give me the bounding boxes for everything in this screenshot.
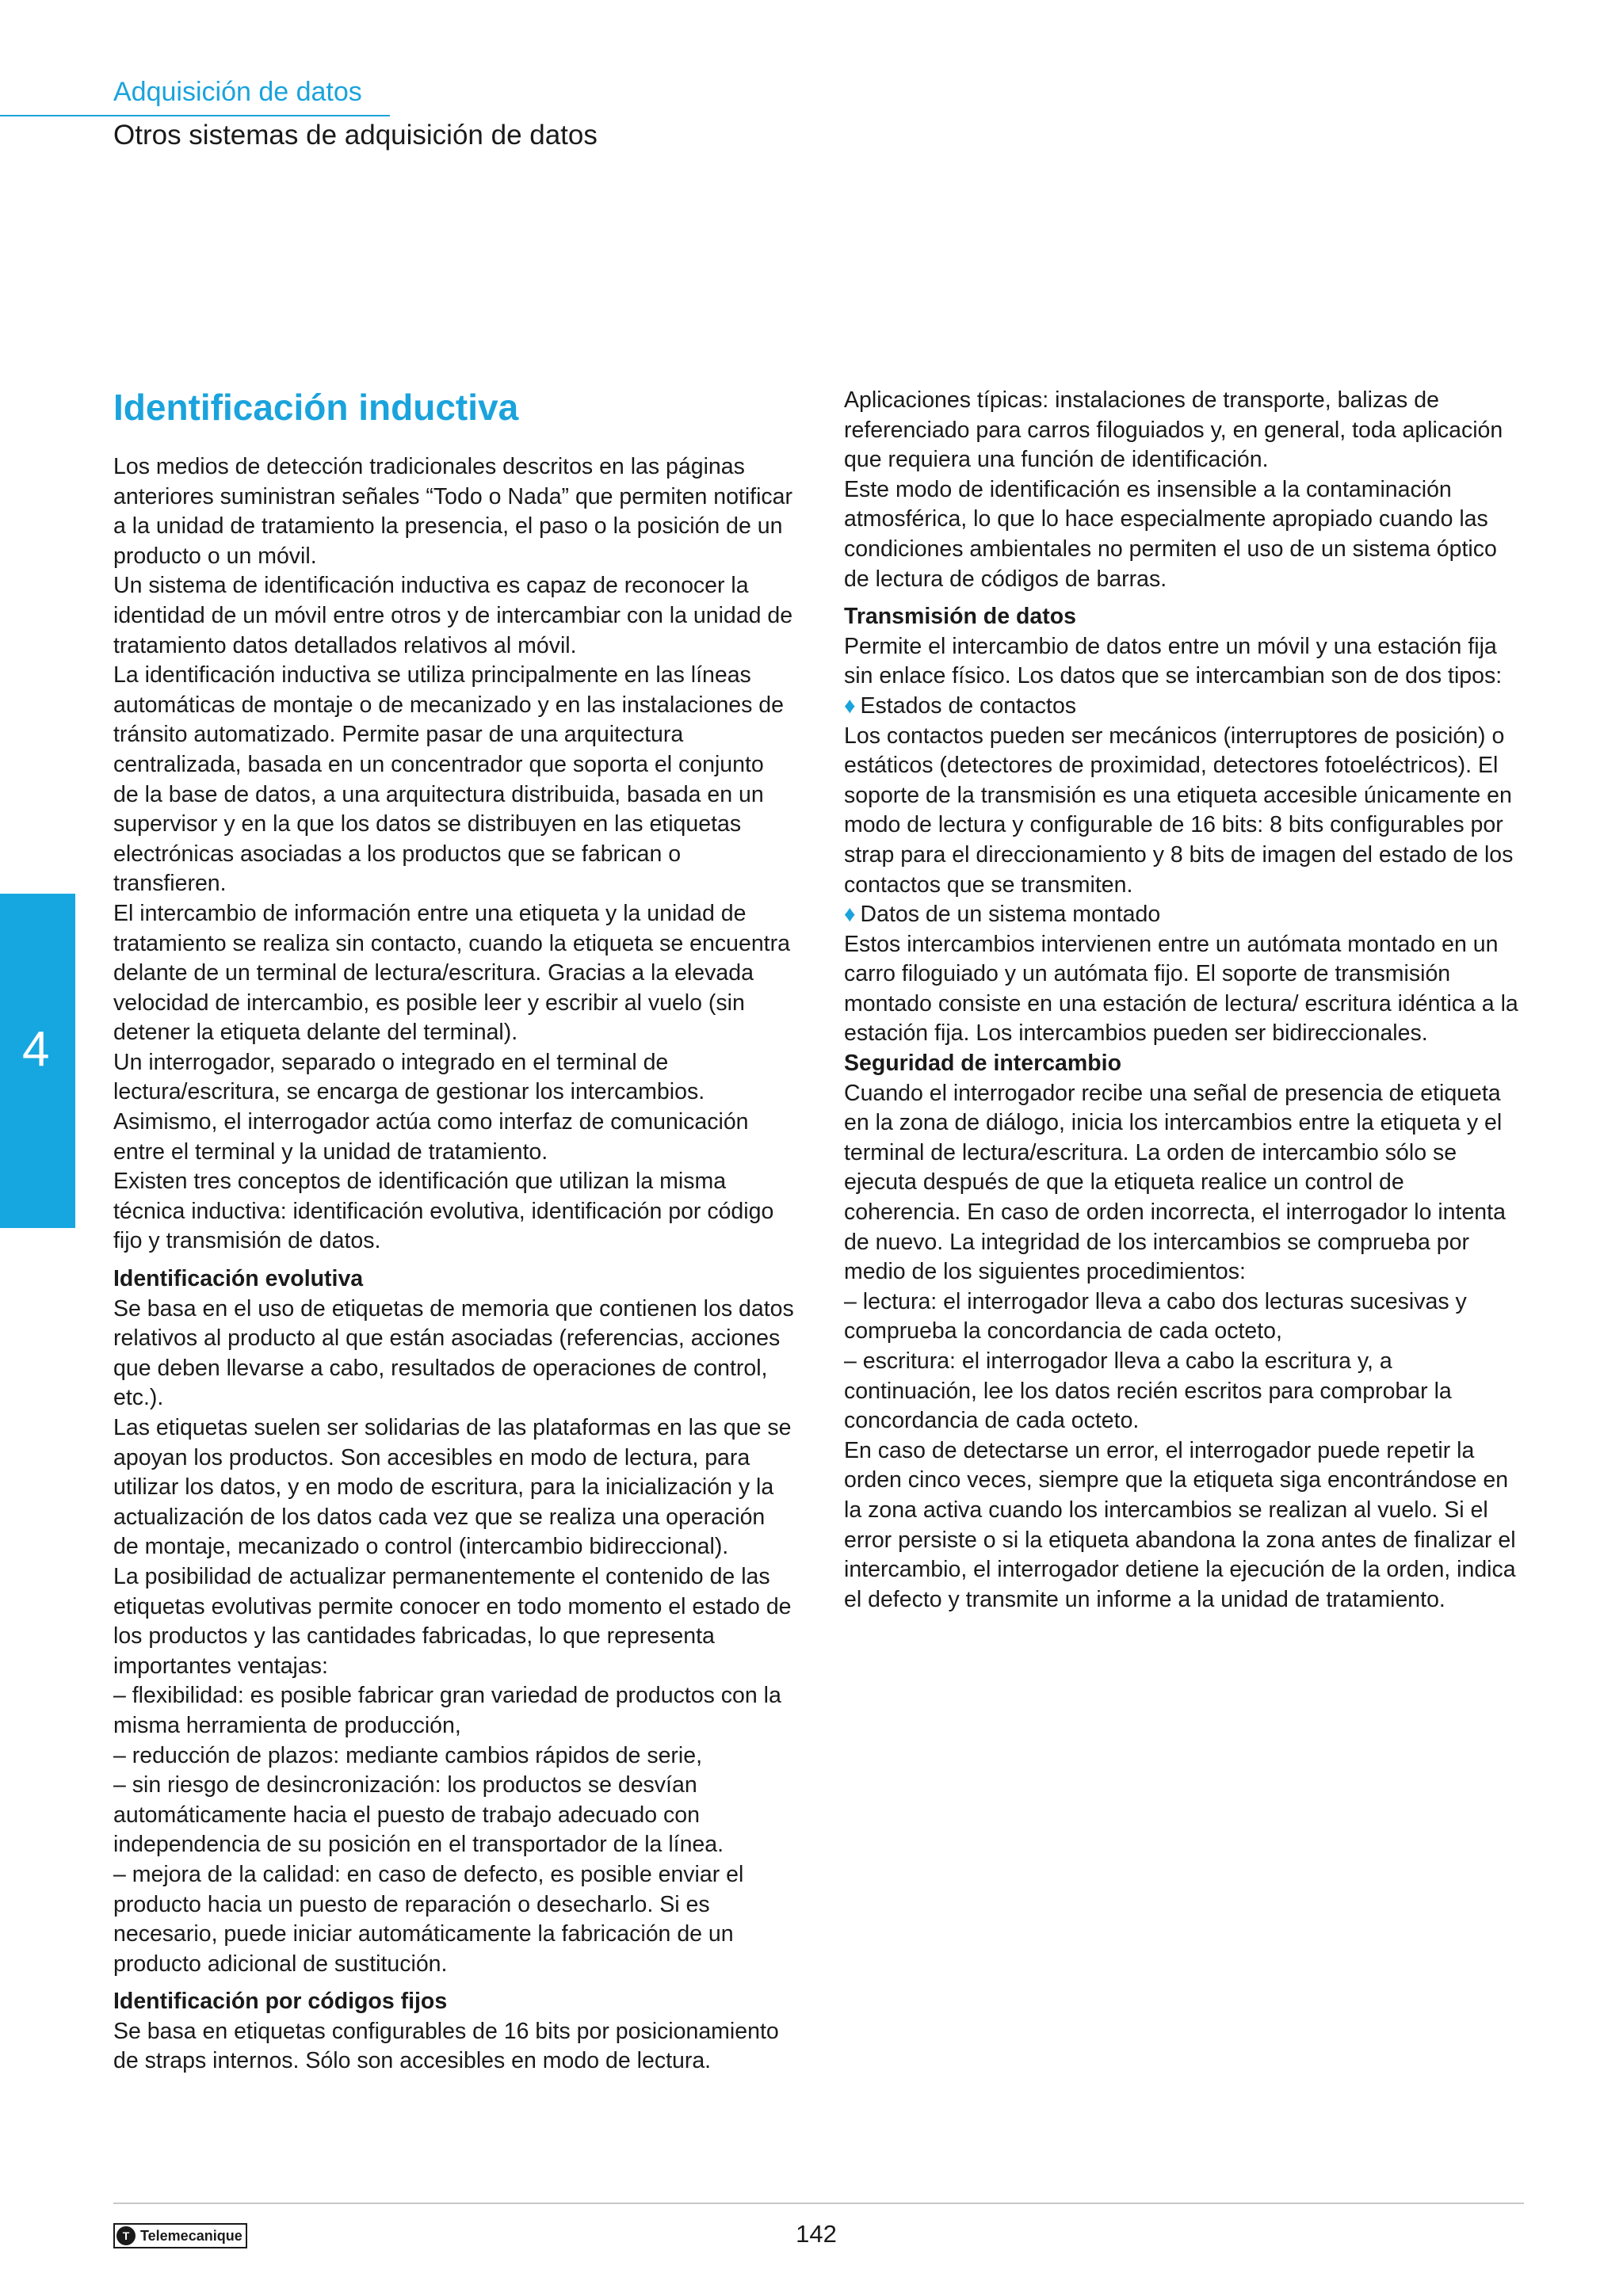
heading-transmision: Transmisión de datos	[844, 604, 1076, 630]
paragraph: Un sistema de identificación inductiva es capaz de reconocer la identidad de un móvil entre otros y de intercambiar con la unidad de tratamiento datos detallados relativos al móvil.	[113, 573, 793, 658]
heading-seguridad: Seguridad de intercambio	[844, 1051, 1121, 1077]
diamond-bullet-icon: ♦	[844, 692, 856, 719]
list-item: – escritura: el interrogador lleva a cabo la escritura y, a continuación, lee los datos recién escritos para comprobar la concordancia de cada octeto.	[844, 1348, 1452, 1434]
chapter-tab	[0, 894, 75, 1228]
page-number: 142	[796, 2220, 837, 2248]
paragraph: Se basa en el uso de etiquetas de memoria que contienen los datos relativos al producto al que están asociadas (referencias, acciones que deben llevarse a cabo, resultados de operaciones de control, etc.).	[113, 1295, 794, 1411]
logo-text: Telemecanique	[140, 2227, 242, 2244]
bullet-title: Estados de contactos	[860, 692, 1077, 719]
list-item: – sin riesgo de desincronización: los productos se desvían automáticamente hacia el puesto de trabajo adecuado con independencia de su posición en el transportador de la línea.	[113, 1772, 724, 1858]
bullet-title: Datos de un sistema montado	[860, 902, 1161, 928]
paragraph: Existen tres conceptos de identificación que utilizan la misma técnica inductiva: identificación evolutiva, identificación por código fijo y transmisión de datos.	[113, 1169, 774, 1254]
left-column	[113, 386, 795, 2077]
paragraph: Aplicaciones típicas: instalaciones de transporte, balizas de referenciado para carros filoguiados y, en general, toda aplicación que requiera una función de identificación.	[844, 387, 1503, 473]
paragraph: Permite el intercambio de datos entre un móvil y una estación fija sin enlace físico. Los datos que se intercambian son de dos tipos:	[844, 633, 1503, 689]
bullet-item	[844, 692, 1526, 722]
paragraph: El intercambio de información entre una etiqueta y la unidad de tratamiento se realiza sin contacto, cuando la etiqueta se encuentra delante de un terminal de lectura/escritura. Gracias a la elevada velocidad de intercambio, es posible leer y escribir al vuelo (sin detener la etiqueta delante del terminal).	[113, 900, 790, 1046]
paragraph: Los medios de detección tradicionales descritos en las páginas anteriores suministran señales “Todo o Nada” que permiten notificar a la unidad de tratamiento la presencia, el paso o la posición de un producto o un móvil.	[113, 454, 793, 569]
article-title: Identificación inductiva	[113, 387, 519, 428]
page-subtitle: Otros sistemas de adquisición de datos	[113, 120, 598, 151]
heading-evolutiva: Identificación evolutiva	[113, 1266, 364, 1292]
paragraph: Un interrogador, separado o integrado en el terminal de lectura/escritura, se encarga de gestionar los intercambios. Asimismo, el interrogador actúa como interfaz de comunicación entre el terminal y la unidad de tratamiento.	[113, 1049, 749, 1165]
bullet-item	[844, 900, 1526, 930]
header-rule	[0, 115, 390, 116]
list-item: – flexibilidad: es posible fabricar gran variedad de productos con la misma herramienta de producción,	[113, 1683, 781, 1738]
paragraph: Las etiquetas suelen ser solidarias de las plataformas en las que se apoyan los productos. Son accesibles en modo de lectura, para utilizar los datos, y en modo de escritura, para la inicialización y la actualización de los datos cada vez que se realiza una operación de montaje, mecanizado o control (intercambio bidireccional).	[113, 1415, 792, 1560]
footer-rule	[113, 2203, 1524, 2204]
list-item: – reducción de plazos: mediante cambios rápidos de serie,	[113, 1742, 703, 1768]
applications-block	[844, 386, 1526, 594]
paragraph: La posibilidad de actualizar permanentemente el contenido de las etiquetas evolutivas permite conocer en todo momento el estado de los productos y las cantidades fabricadas, lo que representa importantes ventajas:	[113, 1563, 792, 1679]
brand-logo	[113, 2223, 247, 2248]
paragraph: Se basa en etiquetas configurables de 16 bits por posicionamiento de straps internos. Sólo son accesibles en modo de lectura.	[113, 2018, 779, 2074]
section-title: Adquisición de datos	[113, 77, 362, 107]
intro-block	[113, 452, 795, 1257]
paragraph: Los contactos pueden ser mecánicos (interruptores de posición) o estáticos (detectores de proximidad, detectores fotoeléctricos). El soporte de la transmisión es una etiqueta accesible únicamente en modo de lectura y configurable de 16 bits: 8 bits configurables por strap para el direccionamiento y 8 bits de imagen del estado de los contactos que se transmiten.	[844, 723, 1514, 898]
paragraph: Este modo de identificación es insensible a la contaminación atmosférica, lo que lo hace especialmente apropiado cuando las condiciones ambientales no permiten el uso de un sistema óptico de lectura de códigos de barras.	[844, 476, 1497, 592]
chapter-number: 4	[22, 1022, 50, 1077]
list-item: – lectura: el interrogador lleva a cabo dos lecturas sucesivas y comprueba la concordancia de cada octeto,	[844, 1288, 1467, 1344]
right-column	[844, 386, 1526, 1615]
heading-fijos: Identificación por códigos fijos	[113, 1989, 448, 2015]
evolutiva-block	[113, 1295, 795, 1980]
paragraph: Estos intercambios intervienen entre un autómata montado en un carro filoguiado y un autómata fijo. El soporte de transmisión montado consiste en una estación de lectura/ escritura idéntica a la estación fija. Los intercambios pueden ser bidireccionales.	[844, 931, 1518, 1047]
paragraph: La identificación inductiva se utiliza principalmente en las líneas automáticas de montaje o de mecanizado y en las instalaciones de tránsito automatizado. Permite pasar de una arquitectura centralizada, basada en un concentrador que soporta el conjunto de la base de datos, a una arquitectura distribuida, basada en un supervisor y en la que los datos se distribuyen en las etiquetas electrónicas asociadas a los productos que se fabrican o transfieren.	[113, 662, 785, 897]
paragraph: Cuando el interrogador recibe una señal de presencia de etiqueta en la zona de diálogo, inicia los intercambios entre la etiqueta y el terminal de lectura/escritura. La orden de intercambio sólo se ejecuta después de que la etiqueta realice un control de coherencia. En caso de orden incorrecta, el interrogador lo intenta de nuevo. La integridad de los intercambios se comprueba por medio de los siguientes procedimientos:	[844, 1080, 1506, 1285]
logo-emblem-icon: T	[116, 2226, 136, 2245]
list-item: – mejora de la calidad: en caso de defecto, es posible enviar el producto hacia un puesto de reparación o desecharlo. Si es necesario, puede iniciar automáticamente la fabricación de un producto adicional de sustitución.	[113, 1861, 744, 1977]
diamond-bullet-icon: ♦	[844, 902, 856, 928]
paragraph: En caso de detectarse un error, el interrogador puede repetir la orden cinco veces, siempre que la etiqueta siga encontrándose en la zona activa cuando los intercambios se realizan al vuelo. Si el error persiste o si la etiqueta abandona la zona antes de finalizar el intercambio, el interrogador detiene la ejecución de la orden, indica el defecto y transmite un informe a la unidad de tratamiento.	[844, 1437, 1516, 1612]
